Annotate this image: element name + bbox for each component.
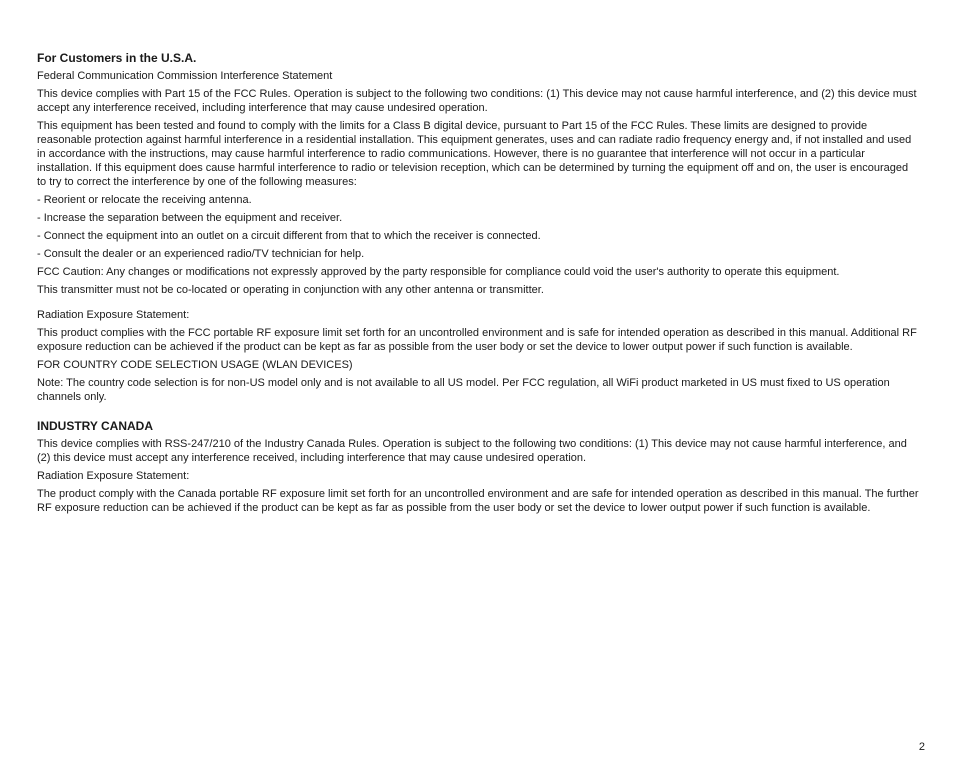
class-b-paragraph: This equipment has been tested and found to comply with the limits for a Class B digital device, pursuant to Part 15 of the FCC Rules. These limits are designed to provide reasonable protection against harmful interference in a residential installation. This equipment generates, uses and can radiate radio frequency energy and, if not installed and used in accordance with the instructions, may cause harmful interference to radio communications. However, there is no guarantee that interference will not occur in a particular installation. If this equipment does cause harmful interference to radio or television reception, which can be determined by turning the equipment off and on, the user is encouraged to try to correct the interference by one of the following measures: bbox=[37, 120, 912, 188]
canada-radiation-paragraph: The product comply with the Canada portable RF exposure limit set forth for an uncontrolled environment and are safe for intended operation as described in this manual. The further RF exposure reduction can be achieved if the product can be kept as far as possible from the user body or set the device to lower output power if such function is available. bbox=[37, 488, 919, 514]
rss-paragraph: This device complies with RSS-247/210 of the Industry Canada Rules. Operation is subject to the following two conditions: (1) This device may not cause harmful interference, and (2) this device must accept any interference received, including interference that may cause undesired operation. bbox=[37, 438, 907, 464]
canada-radiation-title: Radiation Exposure Statement: bbox=[37, 470, 190, 482]
canada-heading: INDUSTRY CANADA bbox=[37, 419, 154, 433]
measure-item: - Connect the equipment into an outlet on a circuit different from that to which the receiver is connected. bbox=[37, 230, 541, 242]
usa-radiation-paragraph: This product complies with the FCC portable RF exposure limit set forth for an uncontrolled environment and is safe for intended operation as described in this manual. Additional RF exposure reduction can be achieved if the product can be kept as far as possible from the user body or set the device to lower output power if such function is available. bbox=[37, 327, 917, 353]
measure-item: - Consult the dealer or an experienced radio/TV technician for help. bbox=[37, 248, 365, 260]
usa-radiation-title: Radiation Exposure Statement: bbox=[37, 309, 190, 321]
page-number: 2 bbox=[918, 741, 925, 753]
colocation-paragraph: This transmitter must not be co-located or operating in conjunction with any other antenna or transmitter. bbox=[37, 284, 544, 296]
country-code-title: FOR COUNTRY CODE SELECTION USAGE (WLAN DEVICES) bbox=[37, 359, 353, 371]
country-code-note: Note: The country code selection is for non-US model only and is not available to all US model. Per FCC regulation, all WiFi product marketed in US must fixed to US operation channels only. bbox=[37, 377, 890, 403]
measure-item: - Reorient or relocate the receiving antenna. bbox=[37, 194, 252, 206]
part15-paragraph: This device complies with Part 15 of the FCC Rules. Operation is subject to the following two conditions: (1) This device may not cause harmful interference, and (2) this device must accept any interference received, including interference that may cause undesired operation. bbox=[37, 88, 917, 114]
usa-heading: For Customers in the U.S.A. bbox=[37, 51, 197, 65]
document-page bbox=[37, 50, 919, 519]
fcc-caution-paragraph: FCC Caution: Any changes or modifications not expressly approved by the party responsible for compliance could void the user's authority to operate this equipment. bbox=[37, 266, 840, 278]
fcc-statement-title: Federal Communication Commission Interference Statement bbox=[37, 70, 333, 82]
measure-item: - Increase the separation between the equipment and receiver. bbox=[37, 212, 343, 224]
